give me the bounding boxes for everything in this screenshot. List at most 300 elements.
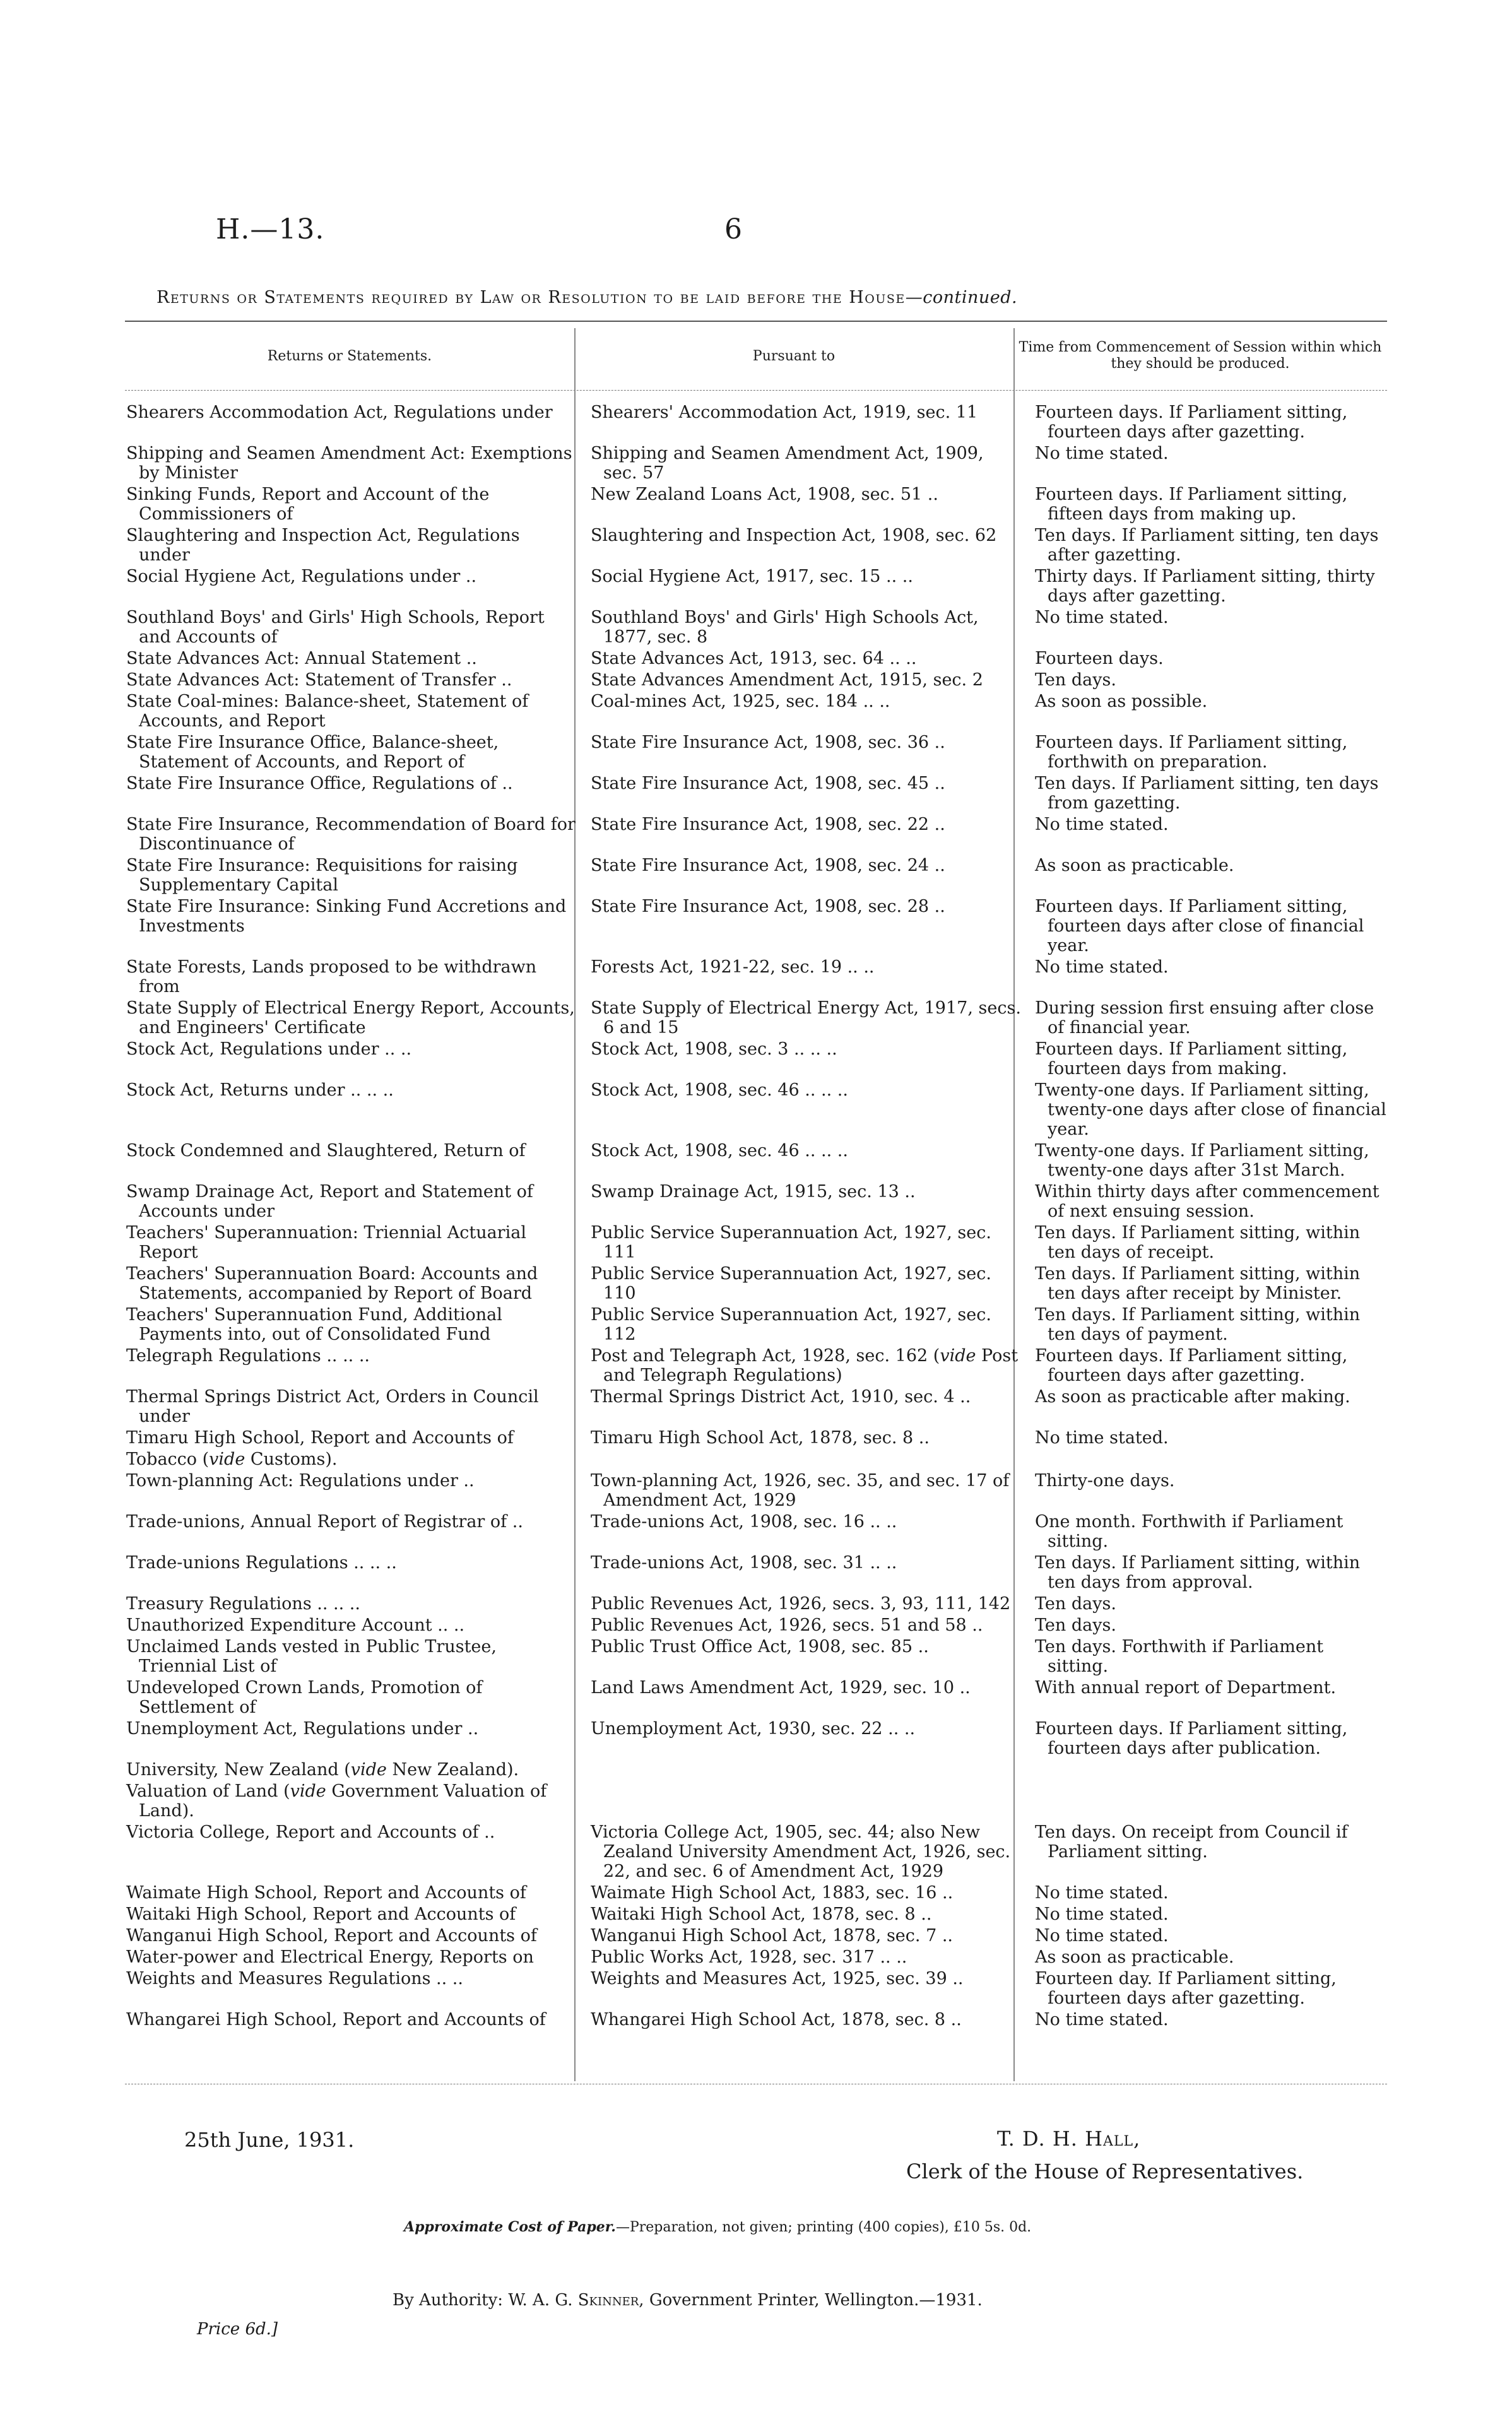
cell-time-text: During session first ensuing after close of financial year. (1035, 998, 1374, 1037)
cell-return-text: State Fire Insurance, Recommendation of Board for Discontinuance of (126, 815, 576, 854)
table-row (125, 1760, 1395, 1781)
cell-pursuant-text: State Advances Amendment Act, 1915, sec. 2 (591, 670, 983, 690)
cell-return (125, 1387, 582, 1428)
cell-pursuant (582, 957, 1027, 998)
cell-time-text: Twenty-one days. If Parliament sitting, twenty-one days after close of financial year. (1035, 1080, 1386, 1139)
cell-pursuant-text: Public Works Act, 1928, sec. 317 .. .. (591, 1947, 907, 1967)
table-row (125, 1264, 1395, 1305)
table-row (125, 1883, 1395, 1905)
cell-pursuant-text: Thermal Springs District Act, 1910, sec. 4 .. (591, 1387, 971, 1407)
cell-return-text: Town-planning Act: Regulations under .. (126, 1471, 475, 1491)
cell-return (125, 1141, 582, 1182)
cell-time (1027, 1223, 1395, 1264)
cell-time-text: No time stated. (1035, 608, 1169, 627)
table-row (125, 733, 1395, 774)
cell-pursuant (582, 856, 1027, 897)
cell-time-text: Ten days. If Parliament sitting, within ten days of payment. (1035, 1305, 1361, 1344)
cell-return (125, 567, 582, 608)
cell-pursuant-text: Social Hygiene Act, 1917, sec. 15 .. .. (591, 567, 913, 586)
table-row (125, 1080, 1395, 1141)
cell-time-text: Ten days. (1035, 670, 1116, 690)
cell-return-text: Undeveloped Crown Lands, Promotion of Settlement of (126, 1678, 483, 1717)
cell-time (1027, 485, 1395, 526)
cell-pursuant (582, 567, 1027, 608)
cell-pursuant (582, 733, 1027, 774)
table-row (125, 1637, 1395, 1678)
cell-time (1027, 1346, 1395, 1387)
table-row (125, 1182, 1395, 1223)
cell-pursuant-text: State Advances Act, 1913, sec. 64 .. .. (591, 649, 917, 668)
cell-time-text: No time stated. (1035, 1926, 1169, 1946)
cell-time (1027, 1781, 1395, 1822)
cell-time-text: One month. Forthwith if Parliament sitting. (1035, 1512, 1344, 1551)
cell-return (125, 1637, 582, 1678)
cell-time-text: Within thirty days after commencement of next ensuing session. (1035, 1182, 1379, 1221)
authority-suffix: , Government Printer, Wellington.—1931. (639, 2291, 983, 2310)
cell-time-text: Fourteen days. If Parliament sitting, fourteen days after gazetting. (1035, 1346, 1348, 1385)
cell-return (125, 897, 582, 957)
cell-return-text: Victoria College, Report and Accounts of .. (126, 1822, 495, 1842)
signer-name: T. D. H. Hall, (997, 2127, 1141, 2151)
cell-return-text: Treasury Regulations .. .. .. (126, 1594, 360, 1614)
cell-time-text: Ten days. On receipt from Council if Parliament sitting. (1035, 1822, 1348, 1862)
table-row (125, 403, 1395, 444)
cell-pursuant (582, 1883, 1027, 1905)
cell-time (1027, 1905, 1395, 1926)
cell-pursuant (582, 1969, 1027, 2010)
cell-return (125, 526, 582, 567)
cell-return-text: State Advances Act: Annual Statement .. (126, 649, 477, 668)
cell-pursuant-text: Stock Act, 1908, sec. 3 .. .. .. (591, 1039, 837, 1059)
cell-pursuant (582, 1387, 1027, 1428)
cell-time (1027, 608, 1395, 649)
table-row (125, 1387, 1395, 1428)
cell-return-text: Valuation of Land (vide Government Valuation of Land). (126, 1781, 547, 1821)
cell-pursuant-text: Town-planning Act, 1926, sec. 35, and sec. 17 of Amendment Act, 1929 (591, 1471, 1010, 1510)
returns-table (125, 403, 1395, 2031)
cell-time-text: Twenty-one days. If Parliament sitting, twenty-one days after 31st March. (1035, 1141, 1369, 1180)
cell-return (125, 815, 582, 856)
cell-return (125, 1080, 582, 1141)
cell-time (1027, 692, 1395, 733)
cell-time-text: Fourteen days. If Parliament sitting, fifteen days from making up. (1035, 485, 1348, 524)
cell-pursuant-text: Southland Boys' and Girls' High Schools Act, 1877, sec. 8 (591, 608, 979, 647)
cell-pursuant (582, 1594, 1027, 1616)
cell-return (125, 1969, 582, 2010)
cell-return-text: Shearers Accommodation Act, Regulations under (126, 403, 553, 422)
cell-time (1027, 998, 1395, 1039)
cell-time-text: No time stated. (1035, 957, 1169, 977)
cell-pursuant-text: Forests Act, 1921-22, sec. 19 .. .. (591, 957, 875, 977)
cell-return-text: State Fire Insurance Office, Balance-sheet, Statement of Accounts, and Report of (126, 733, 499, 772)
cell-return-text: Swamp Drainage Act, Report and Statement of Accounts under (126, 1182, 533, 1221)
cell-return (125, 1905, 582, 1926)
cell-time (1027, 1264, 1395, 1305)
cell-pursuant (582, 692, 1027, 733)
cell-pursuant (582, 1926, 1027, 1947)
cell-time-text: As soon as practicable. (1035, 856, 1234, 875)
table-row (125, 1926, 1395, 1947)
cell-return-text: Teachers' Superannuation Fund, Additional Payments into, out of Consolidated Fund (126, 1305, 502, 1344)
cell-pursuant (582, 1678, 1027, 1719)
cell-time-text: Ten days. Forthwith if Parliament sitting. (1035, 1637, 1324, 1676)
cell-pursuant (582, 1719, 1027, 1760)
column-header-pursuant: Pursuant to (752, 348, 836, 364)
cell-time-text: As soon as practicable after making. (1035, 1387, 1350, 1407)
cell-time-text: No time stated. (1035, 444, 1169, 463)
cell-return-text: Stock Act, Returns under .. .. .. (126, 1080, 394, 1100)
cell-time-text: Ten days. If Parliament sitting, ten days from gazetting. (1035, 774, 1379, 813)
signer-role: Clerk of the House of Representatives. (906, 2159, 1304, 2183)
cell-pursuant-text: Unemployment Act, 1930, sec. 22 .. .. (591, 1719, 916, 1739)
cell-return-text: Weights and Measures Regulations .. .. (126, 1969, 463, 1988)
cell-pursuant-text: State Fire Insurance Act, 1908, sec. 28 .. (591, 897, 945, 916)
cell-pursuant-text: Waimate High School Act, 1883, sec. 16 .. (591, 1883, 954, 1903)
table-row (125, 856, 1395, 897)
cell-time (1027, 1182, 1395, 1223)
cell-time (1027, 649, 1395, 670)
table-row (125, 1719, 1395, 1760)
cell-time (1027, 1637, 1395, 1678)
table-row (125, 567, 1395, 608)
cell-return (125, 1678, 582, 1719)
cell-time (1027, 856, 1395, 897)
cell-pursuant (582, 1346, 1027, 1387)
cell-time-text: Fourteen days. If Parliament sitting, forthwith on preparation. (1035, 733, 1348, 772)
cell-time-text: Ten days. If Parliament sitting, within ten days of receipt. (1035, 1223, 1361, 1262)
document-reference: H.—13. (216, 213, 325, 245)
cell-return (125, 403, 582, 444)
cell-return (125, 1947, 582, 1969)
table-row (125, 897, 1395, 957)
cell-time (1027, 1553, 1395, 1594)
cell-return-text: Whangarei High School, Report and Accounts of (126, 2010, 546, 2029)
cell-pursuant-text: Timaru High School Act, 1878, sec. 8 .. (591, 1428, 930, 1448)
table-row (125, 815, 1395, 856)
cell-return (125, 957, 582, 998)
cell-pursuant (582, 1905, 1027, 1926)
cell-pursuant (582, 485, 1027, 526)
table-row (125, 1947, 1395, 1969)
table-row (125, 1905, 1395, 1926)
cell-return-text: State Fire Insurance Office, Regulations of .. (126, 774, 513, 793)
cell-return (125, 1450, 582, 1471)
cell-pursuant-text: State Fire Insurance Act, 1908, sec. 36 .. (591, 733, 945, 752)
cell-pursuant (582, 608, 1027, 649)
cell-pursuant (582, 1760, 1027, 1781)
cell-time-text: No time stated. (1035, 2010, 1169, 2029)
cell-return (125, 1719, 582, 1760)
cell-time-text: Fourteen day. If Parliament sitting, fourteen days after gazetting. (1035, 1969, 1337, 2008)
cell-pursuant (582, 670, 1027, 692)
cell-time-text: No time stated. (1035, 1905, 1169, 1924)
cell-pursuant-text: State Fire Insurance Act, 1908, sec. 24 .. (591, 856, 945, 875)
cost-text: —Preparation, not given; printing (400 copies), £10 5s. 0d. (615, 2219, 1032, 2235)
cell-time (1027, 733, 1395, 774)
cell-time (1027, 1926, 1395, 1947)
cell-time (1027, 1305, 1395, 1346)
table-row (125, 1346, 1395, 1387)
cell-return-text: State Coal-mines: Balance-sheet, Statement of Accounts, and Report (126, 692, 529, 731)
cell-return-text: State Fire Insurance: Sinking Fund Accretions and Investments (126, 897, 567, 936)
cell-time-text: With annual report of Department. (1035, 1678, 1337, 1698)
cell-return-text: Unemployment Act, Regulations under .. (126, 1719, 479, 1739)
table-row (125, 957, 1395, 998)
table-row (125, 649, 1395, 670)
cell-return-text: State Forests, Lands proposed to be withdrawn from (126, 957, 537, 996)
cell-return (125, 1182, 582, 1223)
cell-pursuant (582, 1512, 1027, 1553)
cell-pursuant (582, 815, 1027, 856)
table-row (125, 485, 1395, 526)
cell-pursuant (582, 1947, 1027, 1969)
cell-pursuant (582, 649, 1027, 670)
cell-pursuant-text: Trade-unions Act, 1908, sec. 16 .. .. (591, 1512, 897, 1532)
cell-pursuant (582, 526, 1027, 567)
cell-time (1027, 2010, 1395, 2031)
cell-pursuant-text: Shearers' Accommodation Act, 1919, sec. 11 (591, 403, 978, 422)
cell-pursuant-text: New Zealand Loans Act, 1908, sec. 51 .. (591, 485, 938, 504)
cell-return (125, 692, 582, 733)
cell-return (125, 485, 582, 526)
cell-return (125, 1926, 582, 1947)
cell-time (1027, 774, 1395, 815)
cell-pursuant (582, 2010, 1027, 2031)
cell-return (125, 1512, 582, 1553)
table-row (125, 1616, 1395, 1637)
printing-cost-note (404, 2219, 1031, 2235)
table-row (125, 1223, 1395, 1264)
cell-time-text: Thirty days. If Parliament sitting, thirty days after gazetting. (1035, 567, 1375, 606)
cell-return (125, 1822, 582, 1883)
page-title (157, 288, 1368, 307)
table-row (125, 1781, 1395, 1822)
cell-time-text: Fourteen days. (1035, 649, 1164, 668)
cell-time (1027, 567, 1395, 608)
cell-return-text: Waimate High School, Report and Accounts of (126, 1883, 526, 1903)
cell-pursuant (582, 444, 1027, 485)
cell-pursuant-text: Public Revenues Act, 1926, secs. 51 and 58 .. (591, 1616, 983, 1635)
table-row (125, 1471, 1395, 1512)
cell-pursuant (582, 1428, 1027, 1450)
printer-name: W. A. G. Skinner (508, 2291, 639, 2310)
cell-time (1027, 1039, 1395, 1080)
cell-return-text: Waitaki High School, Report and Accounts of (126, 1905, 516, 1924)
cell-time (1027, 897, 1395, 957)
cell-time-text: Fourteen days. If Parliament sitting, fourteen days from making. (1035, 1039, 1348, 1078)
cell-time-text: Ten days. (1035, 1616, 1116, 1635)
table-row (125, 526, 1395, 567)
cell-return-text: Teachers' Superannuation Board: Accounts and Statements, accompanied by Report of Board (126, 1264, 538, 1303)
cell-return-text: Shipping and Seamen Amendment Act: Exemptions by Minister (126, 444, 572, 483)
cell-time (1027, 1883, 1395, 1905)
cell-pursuant-text: Trade-unions Act, 1908, sec. 31 .. .. (591, 1553, 897, 1573)
cell-return (125, 2010, 582, 2031)
cell-pursuant (582, 1637, 1027, 1678)
cell-pursuant (582, 1141, 1027, 1182)
table-row (125, 608, 1395, 649)
cell-return-text: Thermal Springs District Act, Orders in Council under (126, 1387, 539, 1426)
page-number: 6 (724, 213, 742, 245)
table-row (125, 692, 1395, 733)
cell-time-text: Ten days. If Parliament sitting, within ten days after receipt by Minister. (1035, 1264, 1361, 1303)
cell-return-text: Sinking Funds, Report and Account of the Commissioners of (126, 485, 490, 524)
title-rule (125, 321, 1387, 322)
table-row (125, 998, 1395, 1039)
table-row (125, 444, 1395, 485)
cell-time (1027, 957, 1395, 998)
cell-return-text: Stock Act, Regulations under .. .. (126, 1039, 412, 1059)
cell-time (1027, 1760, 1395, 1781)
cell-time (1027, 670, 1395, 692)
cell-pursuant-text: Public Service Superannuation Act, 1927, sec. 112 (591, 1305, 991, 1344)
cell-pursuant-text: State Supply of Electrical Energy Act, 1917, secs. 6 and 15 (591, 998, 1021, 1037)
cell-return (125, 1760, 582, 1781)
table-row (125, 1512, 1395, 1553)
cell-time (1027, 1594, 1395, 1616)
cell-time (1027, 815, 1395, 856)
cell-time (1027, 1947, 1395, 1969)
title-main: Returns or Statements required by Law or Resolution to be laid before the House (157, 288, 906, 307)
cell-return (125, 856, 582, 897)
cell-time-text: Thirty-one days. (1035, 1471, 1175, 1491)
returns-table-body (125, 403, 1395, 2031)
cell-time-text: Ten days. If Parliament sitting, ten days after gazetting. (1035, 526, 1379, 565)
title-suffix: —continued. (905, 288, 1018, 307)
cell-pursuant-text: Stock Act, 1908, sec. 46 .. .. .. (591, 1141, 848, 1161)
cell-time (1027, 444, 1395, 485)
cost-label: Approximate Cost of Paper. (404, 2219, 616, 2235)
column-header-time: Time from Commencement of Session within which they should be produced. (1019, 340, 1382, 372)
table-row (125, 1553, 1395, 1594)
cell-time (1027, 1616, 1395, 1637)
cell-time (1027, 1387, 1395, 1428)
cell-pursuant (582, 1553, 1027, 1594)
table-row (125, 1678, 1395, 1719)
authority-prefix: By Authority: (393, 2291, 509, 2310)
cell-return (125, 608, 582, 649)
cell-pursuant (582, 1305, 1027, 1346)
cell-pursuant (582, 1039, 1027, 1080)
cell-time-text: Fourteen days. If Parliament sitting, fourteen days after gazetting. (1035, 403, 1348, 442)
cell-time-text: No time stated. (1035, 1883, 1169, 1903)
cell-return (125, 1039, 582, 1080)
cell-pursuant-text: Post and Telegraph Act, 1928, sec. 162 (vide Post and Telegraph Regulations) (591, 1346, 1019, 1385)
cell-time-text: As soon as practicable. (1035, 1947, 1234, 1967)
cell-pursuant-text: Shipping and Seamen Amendment Act, 1909, sec. 57 (591, 444, 984, 483)
cell-pursuant (582, 1781, 1027, 1822)
cell-return (125, 670, 582, 692)
cell-pursuant (582, 1080, 1027, 1141)
cell-time (1027, 1512, 1395, 1553)
cell-pursuant (582, 403, 1027, 444)
cell-return-text: Wanganui High School, Report and Accounts of (126, 1926, 537, 1946)
cell-return (125, 1264, 582, 1305)
cell-return (125, 774, 582, 815)
signature-date: 25th June, 1931. (184, 2128, 355, 2152)
cell-pursuant (582, 1264, 1027, 1305)
cell-pursuant-text: State Fire Insurance Act, 1908, sec. 22 .. (591, 815, 945, 834)
cell-return-text: State Fire Insurance: Requisitions for raising Supplementary Capital (126, 856, 518, 895)
cell-return-text: State Supply of Electrical Energy Report, Accounts, and Engineers' Certificate (126, 998, 575, 1037)
cell-pursuant-text: Public Service Superannuation Act, 1927, sec. 110 (591, 1264, 991, 1303)
cell-return (125, 1428, 582, 1450)
table-row (125, 1305, 1395, 1346)
cell-return (125, 1223, 582, 1264)
column-header-returns: Returns or Statements. (267, 348, 432, 364)
table-row (125, 774, 1395, 815)
table-row (125, 1039, 1395, 1080)
cell-time-text: Ten days. (1035, 1594, 1116, 1614)
cell-return (125, 1346, 582, 1387)
cell-return (125, 1781, 582, 1822)
cell-time (1027, 526, 1395, 567)
price: Price 6d.] (197, 2320, 278, 2339)
cell-pursuant-text: Stock Act, 1908, sec. 46 .. .. .. (591, 1080, 848, 1100)
cell-return (125, 1883, 582, 1905)
cell-time-text: No time stated. (1035, 1428, 1169, 1448)
table-row (125, 670, 1395, 692)
printer-authority (393, 2291, 983, 2310)
cell-pursuant (582, 897, 1027, 957)
cell-return-text: Trade-unions Regulations .. .. .. (126, 1553, 397, 1573)
cell-pursuant-text: Waitaki High School Act, 1878, sec. 8 .. (591, 1905, 932, 1924)
cell-pursuant (582, 1450, 1027, 1471)
cell-time (1027, 1450, 1395, 1471)
cell-return (125, 1594, 582, 1616)
cell-pursuant-text: Public Service Superannuation Act, 1927, sec. 111 (591, 1223, 991, 1262)
cell-return (125, 733, 582, 774)
cell-return-text: Water-power and Electrical Energy, Reports on (126, 1947, 534, 1967)
cell-pursuant-text: Victoria College Act, 1905, sec. 44; also New Zealand University Amendment Act, 1926, sec. 22, and sec. 6 of Amendment Act, 1929 (591, 1822, 1011, 1881)
cell-return (125, 1305, 582, 1346)
cell-pursuant (582, 774, 1027, 815)
cell-return (125, 649, 582, 670)
cell-pursuant-text: Whangarei High School Act, 1878, sec. 8 .. (591, 2010, 962, 2029)
cell-time (1027, 1719, 1395, 1760)
cell-time (1027, 1471, 1395, 1512)
table-row (125, 1822, 1395, 1883)
table-row (125, 1450, 1395, 1471)
cell-return-text: Unclaimed Lands vested in Public Trustee, Triennial List of (126, 1637, 497, 1676)
cell-return (125, 444, 582, 485)
cell-return-text: Southland Boys' and Girls' High Schools, Report and Accounts of (126, 608, 545, 647)
cell-time-text: Ten days. If Parliament sitting, within ten days from approval. (1035, 1553, 1361, 1592)
cell-pursuant-text: State Fire Insurance Act, 1908, sec. 45 .. (591, 774, 945, 793)
cell-time-text: As soon as possible. (1035, 692, 1208, 711)
cell-pursuant-text: Wanganui High School Act, 1878, sec. 7 .. (591, 1926, 954, 1946)
cell-return-text: Slaughtering and Inspection Act, Regulations under (126, 526, 520, 565)
cell-return-text: Trade-unions, Annual Report of Registrar of .. (126, 1512, 523, 1532)
cell-pursuant-text: Swamp Drainage Act, 1915, sec. 13 .. (591, 1182, 916, 1202)
cell-return-text: Unauthorized Expenditure Account .. .. (126, 1616, 465, 1635)
cell-return-text: Telegraph Regulations .. .. .. (126, 1346, 370, 1366)
cell-pursuant-text: Weights and Measures Act, 1925, sec. 39 .. (591, 1969, 964, 1988)
header-rule (125, 390, 1387, 391)
cell-time (1027, 1822, 1395, 1883)
table-row (125, 1969, 1395, 2010)
cell-pursuant (582, 1223, 1027, 1264)
cell-time (1027, 1678, 1395, 1719)
cell-time (1027, 403, 1395, 444)
cell-time-text: Fourteen days. If Parliament sitting, fourteen days after publication. (1035, 1719, 1348, 1758)
cell-return-text: Stock Condemned and Slaughtered, Return of (126, 1141, 526, 1161)
cell-pursuant (582, 1182, 1027, 1223)
cell-time-text: Fourteen days. If Parliament sitting, fourteen days after close of financial year. (1035, 897, 1364, 955)
cell-time (1027, 1428, 1395, 1450)
cell-pursuant (582, 998, 1027, 1039)
cell-return (125, 1616, 582, 1637)
